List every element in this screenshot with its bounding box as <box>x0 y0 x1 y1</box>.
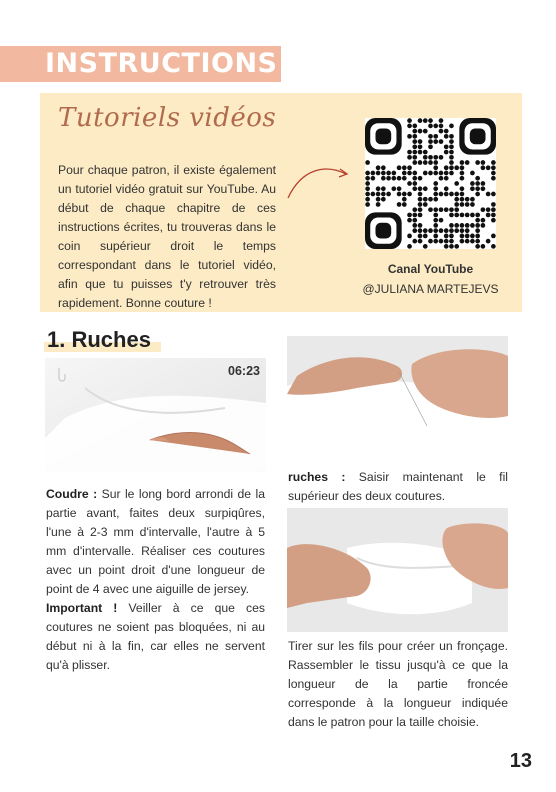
photo-video-still <box>45 358 266 472</box>
sewing-instructions-left <box>46 485 265 675</box>
sewing-instructions-right-top <box>288 468 508 506</box>
page-number: 13 <box>509 750 532 772</box>
video-tutorial-intro: Pour chaque patron, il existe également un tutoriel vidéo gratuit sur YouTube. Au début de chaque chapitre de ces instructions écrites, tu trouveras dans le coin supérieur droit le temps correspondant dans le tutoriel vidéo, afin que tu puisses t'y retrouver très rapidement. Bonne couture ! <box>58 163 276 310</box>
section-title: 1. Ruches <box>47 327 151 352</box>
channel-label: Canal YouTube <box>387 262 474 276</box>
curved-arrow-icon <box>284 164 354 204</box>
brand-logo-icon <box>55 366 71 386</box>
photo-hands-thread <box>287 336 508 458</box>
page-title: INSTRUCTIONS <box>45 48 278 79</box>
important-label: Important ! <box>46 601 118 615</box>
important-body: Veiller à ce que ces coutures ne soient pas bloquées, ni au début ni à la fin, car elles ne servent qu'à plisser. <box>46 601 266 672</box>
youtube-qr-code[interactable] <box>365 118 496 249</box>
coudre-label: Coudre : <box>46 487 98 501</box>
video-timestamp: 06:23 <box>228 364 260 378</box>
sewing-instructions-right-bottom: Tirer sur les fils pour créer un fronçage. Rassembler le tissu jusqu'à ce que la longueur de la partie froncée corresponde à la longueur indiquée dans le patron pour la taille choisie. <box>288 639 508 729</box>
photo-hands-gathering <box>287 508 508 632</box>
ruches-body: Saisir maintenant le fil supérieur des deux coutures. <box>288 470 508 503</box>
video-tutorial-heading: Tutoriels vidéos <box>58 103 277 133</box>
ruches-label: ruches : <box>288 470 346 484</box>
coudre-body: Sur le long bord arrondi de la partie avant, faites deux surpiqûres, l'une à 2-3 mm d'intervalle, l'autre à 5 mm d'intervalle. Réaliser ces coutures avec un point droit d'une longueur de point de 4 avec une aiguille de jersey. <box>46 487 265 596</box>
youtube-channel-info <box>358 259 503 299</box>
channel-handle: @JULIANA MARTEJEVS <box>362 282 499 296</box>
